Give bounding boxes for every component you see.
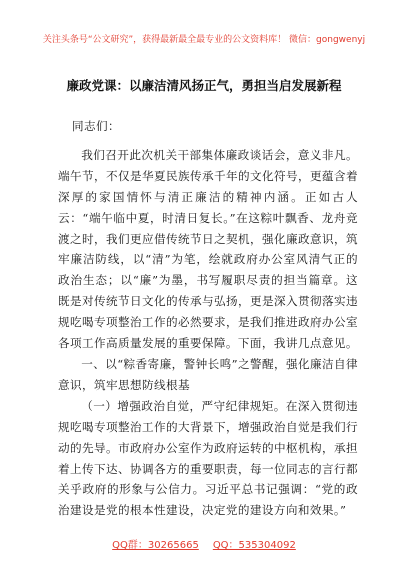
greeting: 同志们： (72, 119, 120, 133)
footer (0, 536, 408, 551)
section-heading-1: 一、以“粽香寄廉，警钟长鸣”之警醒，强化廉洁自律意识，筑牢思想防线根基 (58, 356, 358, 392)
document-body (58, 116, 358, 521)
paragraph-subsection-1: （一）增强政治自觉，严守纪律规矩。在深入贯彻违规吃喝专项整治工作的大背景下，增强政治自觉是我们行动的先导。市政府办公室作为政府运转的中枢机构，承担着上传下达、协调各方的重要职责，每一位同志的言行都关乎政府的形象与公信力。习近平总书记强调：“党的政治建设是党的根本性建设，决定党的建设方向和效果。” (58, 398, 358, 518)
paragraph-intro: 我们召开此次机关干部集体廉政谈话会，意义非凡。端午节，不仅是华夏民族传承千年的文化符号，更蕴含着深厚的家国情怀与清正廉洁的精神内涵。正如古人云：“端午临中夏，时清日复长。”在这粽叶飘香、龙舟竞渡之时，我们更应借传统节日之契机，强化廉政意识，筑牢廉洁防线，以“清”为笔，绘就政府办公室风清气正的政治生态；以“廉”为墨，书写履职尽责的担当篇章。这既是对传统节日文化的传承与弘扬，更是深入贯彻落实违规吃喝专项整治工作的必然要求，是我们推进政府办公室各项工作高质量发展的重要保障。下面，我讲几点意见。 (58, 147, 358, 351)
document-title: 廉政党课：以廉洁清风扬正气，勇担当启发展新程 (66, 78, 342, 93)
footer-qq-contact[interactable]: QQ：535304092 (212, 540, 296, 551)
header-banner: 关注头条号“公文研究”，获得最新最全最专业的公文资料库！ 微信：gongwenyj (42, 35, 366, 45)
footer-qq-group[interactable]: QQ群：30265665 (112, 540, 199, 551)
